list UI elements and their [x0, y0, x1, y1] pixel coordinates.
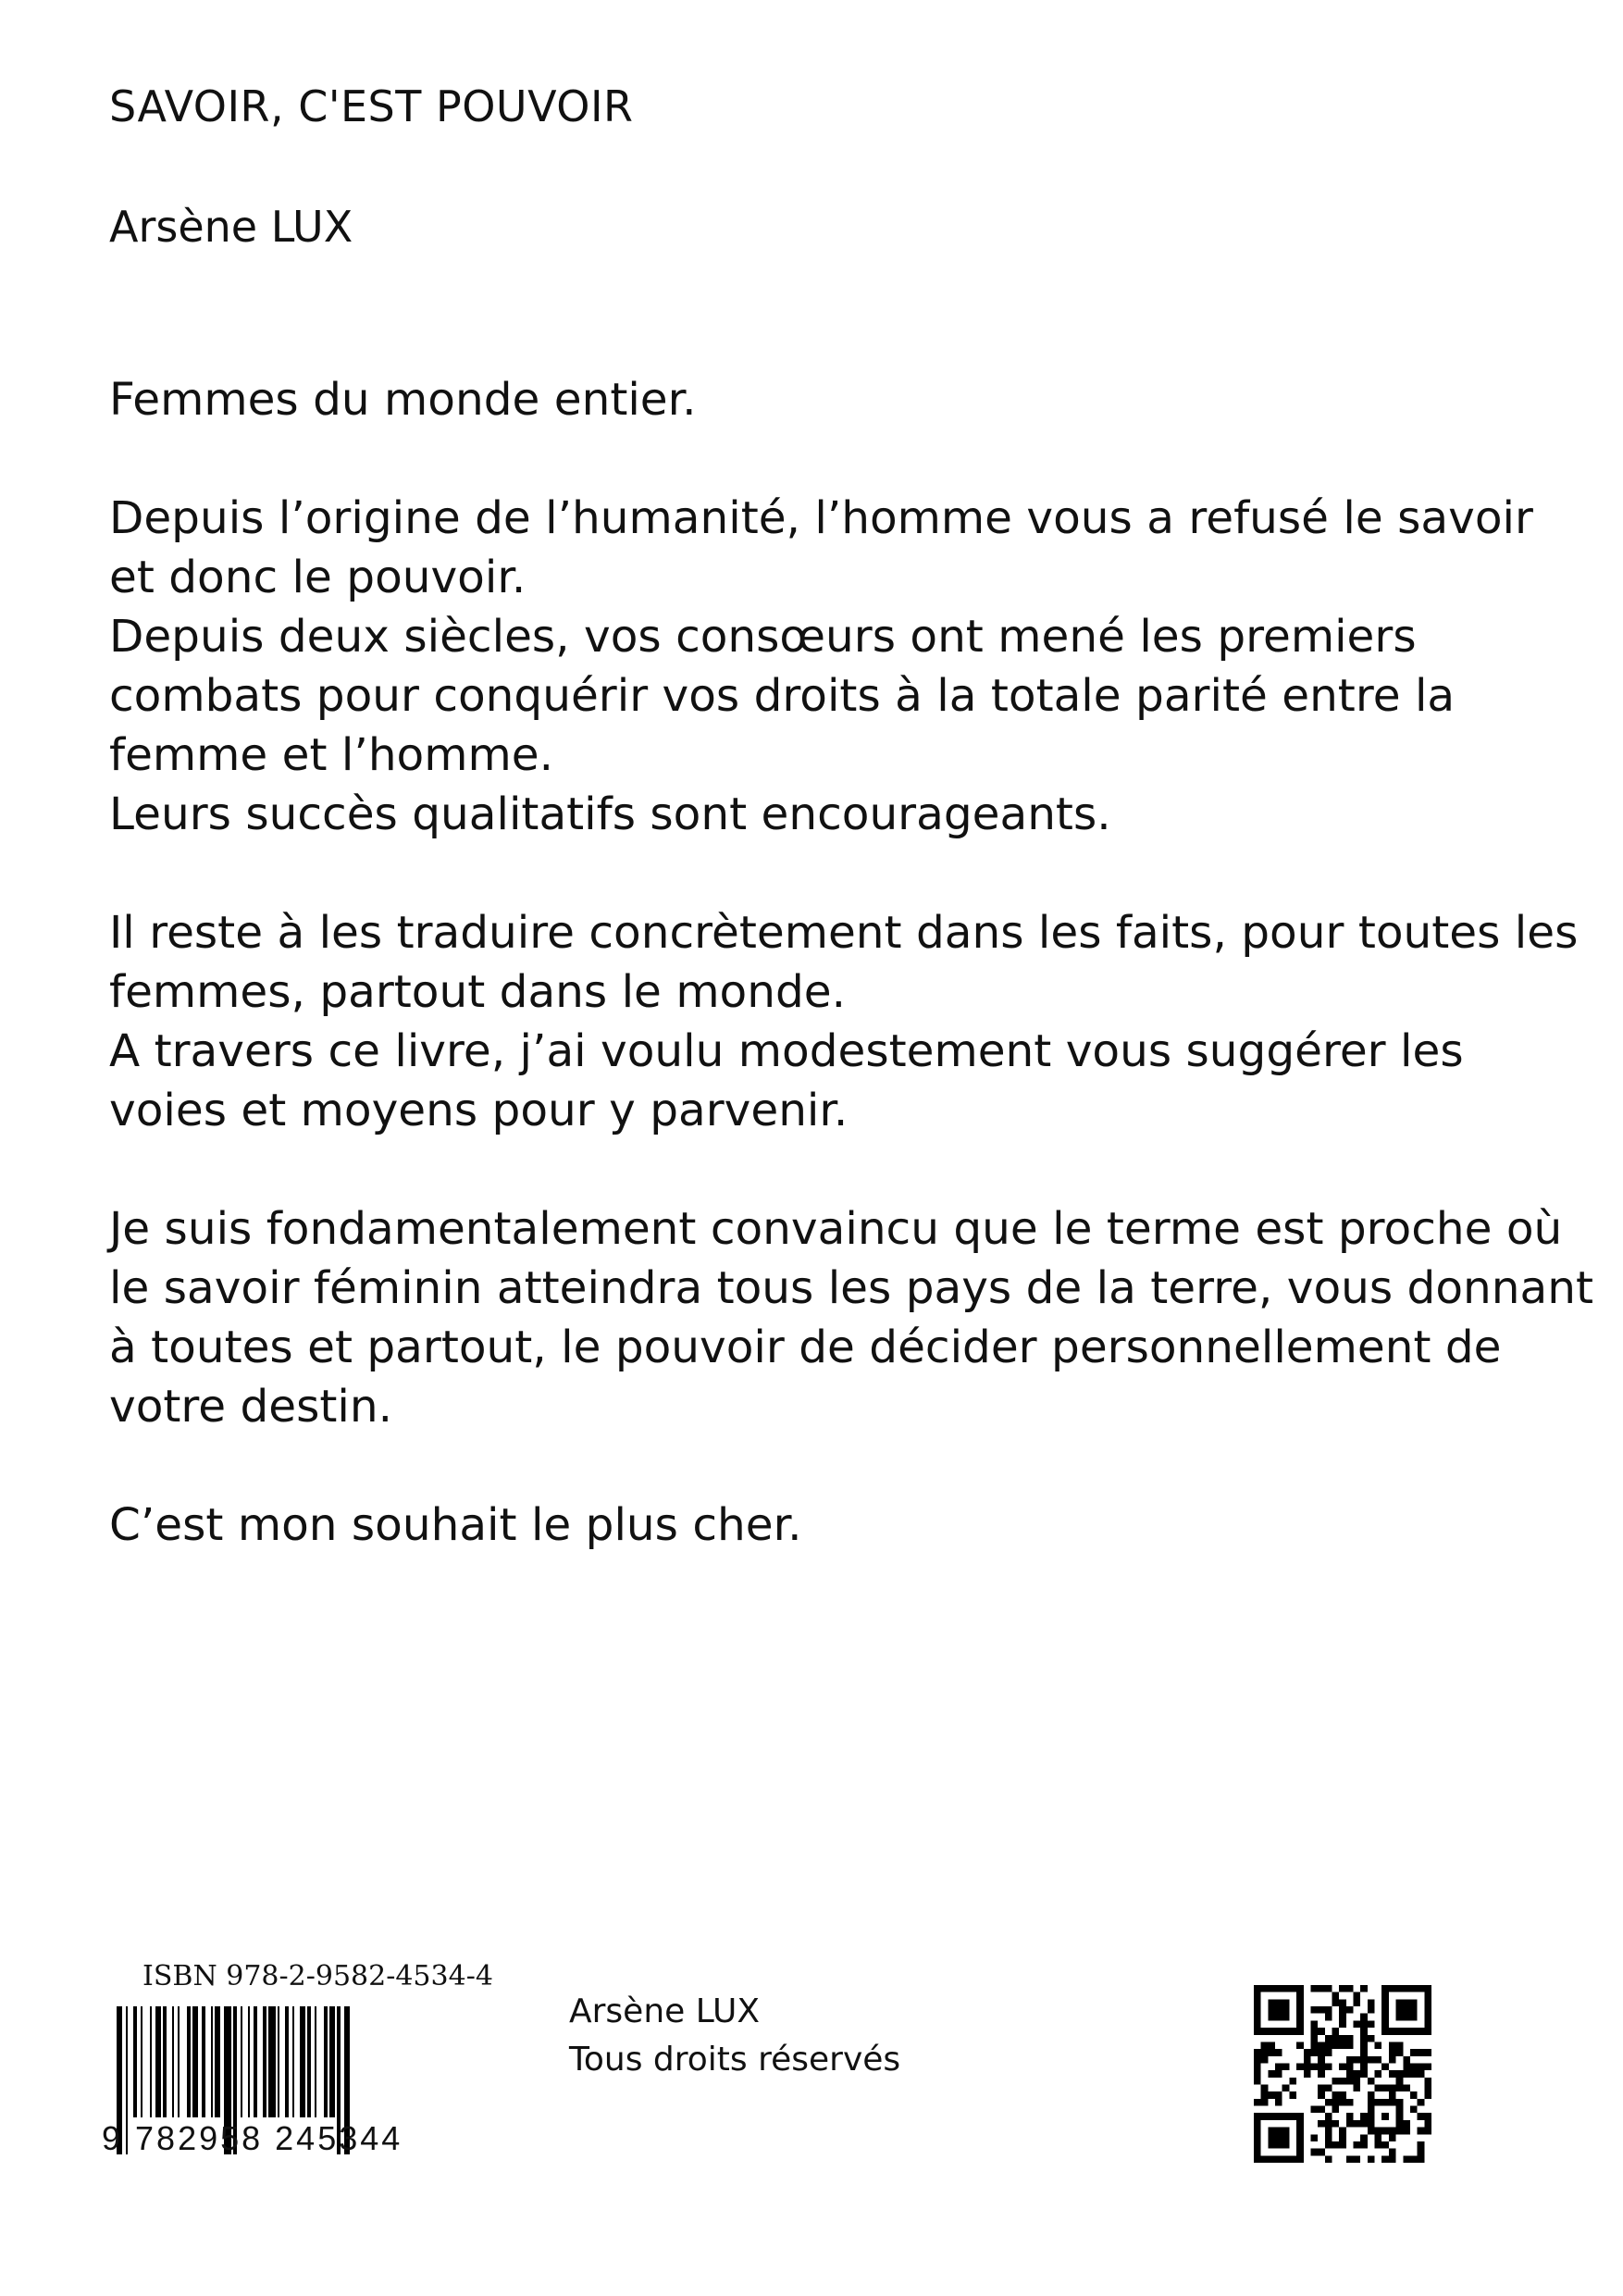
qr-module — [1403, 2085, 1410, 2092]
qr-module — [1346, 2113, 1354, 2120]
qr-module — [1368, 2078, 1375, 2085]
qr-module — [1403, 2070, 1410, 2078]
qr-module — [1254, 2056, 1261, 2064]
qr-module — [1332, 2120, 1339, 2128]
qr-module — [1368, 2056, 1375, 2064]
qr-module — [1389, 2091, 1396, 2099]
qr-module — [1389, 2070, 1396, 2078]
qr-module — [1396, 2085, 1404, 2092]
barcode-bar — [172, 2006, 174, 2117]
qr-module — [1346, 2006, 1354, 2014]
qr-module — [1310, 2028, 1318, 2035]
qr-module — [1410, 2155, 1418, 2163]
qr-module — [1318, 2006, 1325, 2014]
qr-module — [1360, 2113, 1368, 2120]
qr-module — [1346, 2070, 1354, 2078]
qr-module — [1396, 2078, 1404, 2085]
qr-module — [1375, 2141, 1382, 2149]
qr-module — [1418, 2099, 1425, 2106]
qr-module — [1261, 2049, 1269, 2056]
qr-module — [1325, 2099, 1332, 2106]
qr-module — [1325, 2085, 1332, 2092]
back-cover-text — [109, 370, 1593, 1614]
qr-module — [1424, 2063, 1431, 2070]
qr-module — [1282, 2085, 1290, 2092]
qr-module — [1354, 2155, 1361, 2163]
qr-module — [1396, 2070, 1404, 2078]
rights-notice: Tous droits réservés — [569, 2041, 901, 2079]
qr-module — [1275, 2063, 1282, 2070]
qr-module — [1346, 2063, 1354, 2070]
text-line: voies et moyens pour y parvenir. — [109, 1085, 849, 1136]
barcode-bar — [307, 2006, 311, 2117]
qr-module — [1368, 2020, 1375, 2028]
qr-module — [1325, 2063, 1332, 2070]
qr-module — [1418, 2155, 1425, 2163]
barcode-bar — [178, 2006, 180, 2117]
qr-module — [1332, 1999, 1339, 2006]
qr-module — [1332, 2078, 1339, 2085]
barcode-bar — [133, 2006, 137, 2117]
qr-module — [1332, 2028, 1339, 2035]
qr-module — [1310, 2134, 1318, 2141]
qr-module — [1418, 2113, 1425, 2120]
barcode-bar — [187, 2006, 191, 2117]
qr-module — [1339, 2020, 1346, 2028]
qr-module — [1424, 2085, 1431, 2092]
qr-module — [1375, 2056, 1382, 2064]
qr-module — [1381, 2063, 1389, 2070]
text-line: Depuis l’origine de l’humanité, l’homme vous a refusé le savoir — [109, 492, 1533, 544]
qr-module — [1318, 2085, 1325, 2092]
qr-module — [1403, 2128, 1410, 2135]
barcode-bar — [300, 2006, 305, 2117]
qr-module — [1325, 2006, 1332, 2014]
qr-module — [1346, 2042, 1354, 2049]
qr-module — [1354, 2085, 1361, 2092]
qr-module — [1275, 2049, 1282, 2056]
qr-module — [1261, 2042, 1269, 2049]
qr-module — [1310, 2063, 1318, 2070]
qr-module — [1332, 2106, 1339, 2114]
qr-module — [1403, 2155, 1410, 2163]
qr-module — [1360, 2035, 1368, 2042]
qr-module — [1354, 1992, 1361, 2000]
qr-module — [1381, 2141, 1389, 2149]
qr-module — [1360, 2014, 1368, 2021]
qr-module — [1396, 1999, 1418, 2020]
qr-module — [1368, 2091, 1375, 2099]
qr-module — [1360, 2056, 1368, 2064]
qr-module — [1346, 1985, 1354, 1992]
qr-module — [1275, 2099, 1282, 2106]
qr-module — [1418, 2149, 1425, 2156]
paragraph-1 — [109, 370, 1571, 429]
barcode-bar — [141, 2006, 142, 2117]
qr-module — [1418, 2063, 1425, 2070]
qr-module — [1268, 2070, 1275, 2078]
qr-module — [1282, 2063, 1290, 2070]
qr-module — [1318, 2049, 1325, 2056]
qr-module — [1268, 2049, 1275, 2056]
qr-module — [1418, 2141, 1425, 2149]
qr-module — [1325, 2120, 1332, 2128]
qr-module — [1360, 1985, 1368, 1992]
qr-module — [1254, 2070, 1261, 2078]
qr-module — [1289, 2091, 1296, 2099]
qr-module — [1325, 2128, 1332, 2135]
publisher-block — [569, 1988, 900, 2084]
text-line: Leurs succès qualitatifs sont encourageants. — [109, 788, 1111, 840]
qr-module — [1332, 2091, 1339, 2099]
qr-module — [1346, 2035, 1354, 2042]
qr-module — [1254, 2049, 1261, 2056]
qr-module — [1424, 2091, 1431, 2099]
qr-module — [1310, 2006, 1318, 2014]
qr-module — [1360, 2020, 1368, 2028]
qr-module — [1396, 2049, 1404, 2056]
barcode-bar — [155, 2006, 161, 2117]
qr-module — [1310, 2042, 1318, 2049]
qr-module — [1310, 2106, 1318, 2114]
barcode-bar — [192, 2006, 198, 2117]
text-line: C’est mon souhait le plus cher. — [109, 1499, 802, 1551]
qr-module — [1318, 1985, 1325, 1992]
qr-module — [1318, 2091, 1325, 2099]
qr-module — [1318, 2106, 1325, 2114]
qr-module — [1354, 2056, 1361, 2064]
qr-module — [1289, 2078, 1296, 2085]
qr-module — [1318, 2028, 1325, 2035]
barcode-bar — [211, 2006, 213, 2117]
qr-module — [1339, 2014, 1346, 2021]
barcode-bar — [285, 2006, 289, 2117]
barcode-bar — [278, 2006, 279, 2117]
text-line: Je suis fondamentalement convaincu que le terme est proche où — [109, 1203, 1563, 1255]
qr-module — [1389, 2056, 1396, 2064]
qr-module — [1389, 2049, 1396, 2056]
qr-module — [1368, 1999, 1375, 2006]
qr-module — [1318, 2149, 1325, 2156]
qr-module — [1339, 2042, 1346, 2049]
qr-module — [1360, 2028, 1368, 2035]
text-line: votre destin. — [109, 1381, 393, 1433]
barcode-digits: 9 782958 245344 — [102, 2119, 403, 2157]
qr-module — [1389, 2134, 1396, 2141]
qr-module — [1325, 2134, 1332, 2141]
qr-module — [1354, 2141, 1361, 2149]
paragraph-3 — [109, 903, 1579, 1140]
qr-module — [1318, 2120, 1325, 2128]
text-line: le savoir féminin atteindra tous les pays de la terre, vous donnant — [109, 1262, 1593, 1314]
qr-module — [1354, 2070, 1361, 2078]
qr-module — [1346, 2056, 1354, 2064]
qr-module — [1339, 2141, 1346, 2149]
qr-module — [1268, 2042, 1275, 2049]
qr-module — [1339, 2091, 1346, 2099]
qr-module — [1339, 2078, 1346, 2085]
text-line: femme et l’homme. — [109, 729, 553, 781]
qr-module — [1381, 2155, 1389, 2163]
author-name: Arsène LUX — [109, 202, 353, 252]
qr-module — [1339, 2134, 1346, 2141]
qr-module — [1325, 2141, 1332, 2149]
qr-module — [1418, 2128, 1425, 2135]
qr-module — [1318, 2070, 1325, 2078]
qr-module — [1296, 2063, 1304, 2070]
paragraph-5 — [109, 1496, 1571, 1555]
qr-module — [1261, 2099, 1269, 2106]
text-line: combats pour conquérir vos droits à la totale parité entre la — [109, 670, 1456, 722]
qr-module — [1268, 2128, 1289, 2149]
qr-module — [1403, 2120, 1410, 2128]
barcode-bar — [241, 2006, 242, 2117]
qr-module — [1339, 2063, 1346, 2070]
qr-module — [1424, 2078, 1431, 2085]
qr-module — [1354, 2078, 1361, 2085]
barcode-bar — [292, 2006, 294, 2117]
qr-module — [1304, 2056, 1311, 2064]
qr-module — [1325, 2155, 1332, 2163]
qr-module — [1360, 2134, 1368, 2141]
qr-module — [1368, 2155, 1375, 2163]
publisher-name: Arsène LUX — [569, 1992, 761, 2030]
qr-module — [1332, 2042, 1339, 2049]
qr-module — [1261, 2056, 1269, 2064]
qr-module — [1318, 2063, 1325, 2070]
qr-module — [1410, 2063, 1418, 2070]
qr-module — [1354, 1999, 1361, 2006]
qr-module — [1304, 2049, 1311, 2056]
qr-module — [1310, 2149, 1318, 2156]
barcode-bar — [150, 2006, 152, 2117]
qr-module — [1360, 2063, 1368, 2070]
qr-module — [1396, 2042, 1404, 2049]
barcode-bar — [202, 2006, 205, 2117]
qr-module — [1375, 2070, 1382, 2078]
barcode-bar — [254, 2006, 257, 2117]
qr-module — [1389, 2155, 1396, 2163]
qr-module — [1346, 2155, 1354, 2163]
qr-module — [1332, 2141, 1339, 2149]
qr-module — [1261, 2085, 1269, 2092]
qr-module — [1346, 2120, 1354, 2128]
barcode-bar — [163, 2006, 167, 2117]
qr-module — [1389, 2149, 1396, 2156]
qr-module — [1325, 1985, 1332, 1992]
qr-module — [1424, 2120, 1431, 2128]
qr-module — [1410, 2049, 1418, 2056]
text-line: Femmes du monde entier. — [109, 374, 697, 426]
qr-module — [1339, 1985, 1346, 1992]
qr-module — [1296, 2042, 1304, 2049]
qr-module — [1375, 2085, 1382, 2092]
text-line: et donc le pouvoir. — [109, 552, 527, 603]
qr-module — [1254, 2099, 1261, 2106]
paragraph-2 — [109, 489, 1571, 844]
qr-module — [1410, 2091, 1418, 2099]
qr-module — [1410, 2106, 1418, 2114]
qr-module — [1275, 2070, 1282, 2078]
qr-module — [1325, 2049, 1332, 2056]
qr-module — [1310, 2049, 1318, 2056]
text-line: A travers ce livre, j’ai voulu modestement vous suggérer les — [109, 1025, 1464, 1077]
qr-module — [1304, 2063, 1311, 2070]
qr-module — [1368, 2006, 1375, 2014]
qr-module — [1354, 2020, 1361, 2028]
barcode-bar — [329, 2006, 335, 2117]
text-line: à toutes et partout, le pouvoir de décider personnellement de — [109, 1322, 1502, 1373]
barcode-bar — [248, 2006, 250, 2117]
barcode-bar — [263, 2006, 266, 2117]
qr-module — [1268, 1999, 1289, 2020]
barcode-bar — [315, 2006, 316, 2117]
paragraph-4 — [109, 1199, 1593, 1436]
qr-module — [1318, 2042, 1325, 2049]
qr-module — [1339, 2128, 1346, 2135]
qr-module — [1304, 2070, 1311, 2078]
qr-module — [1424, 2128, 1431, 2135]
qr-module — [1375, 2134, 1382, 2141]
qr-module — [1403, 2056, 1410, 2064]
qr-module — [1268, 2091, 1275, 2099]
qr-module — [1346, 2078, 1354, 2085]
qr-module — [1332, 2035, 1339, 2042]
book-title: SAVOIR, C'EST POUVOIR — [109, 81, 634, 131]
qr-module — [1275, 2091, 1282, 2099]
qr-module — [1339, 2006, 1346, 2014]
qr-module — [1368, 2035, 1375, 2042]
qr-module — [1332, 2099, 1339, 2106]
qr-module — [1424, 2049, 1431, 2056]
qr-module — [1381, 2113, 1389, 2120]
qr-module — [1254, 2063, 1261, 2070]
qr-module — [1339, 2099, 1346, 2106]
qr-module — [1360, 2042, 1368, 2049]
qr-code — [1254, 1985, 1431, 2163]
qr-module — [1310, 1985, 1318, 1992]
qr-module — [1254, 2078, 1261, 2085]
qr-module — [1418, 2070, 1425, 2078]
qr-module — [1310, 2020, 1318, 2028]
qr-module — [1418, 2049, 1425, 2056]
qr-module — [1325, 2113, 1332, 2120]
text-line: Depuis deux siècles, vos consœurs ont mené les premiers — [109, 611, 1417, 663]
qr-module — [1325, 2014, 1332, 2021]
qr-module — [1346, 2099, 1354, 2106]
qr-module — [1261, 2091, 1269, 2099]
qr-module — [1332, 1992, 1339, 2000]
qr-module — [1339, 2035, 1346, 2042]
qr-module — [1389, 2042, 1396, 2049]
qr-module — [1325, 2042, 1332, 2049]
qr-module — [1360, 2070, 1368, 2078]
qr-module — [1360, 2049, 1368, 2056]
qr-module — [1381, 2085, 1389, 2092]
qr-module — [1310, 2035, 1318, 2042]
qr-module — [1389, 2085, 1396, 2092]
qr-module — [1360, 2120, 1368, 2128]
barcode-bar — [324, 2006, 328, 2117]
qr-module — [1339, 1999, 1346, 2006]
qr-module — [1375, 2042, 1382, 2049]
barcode-bar — [215, 2006, 220, 2117]
qr-module — [1410, 2070, 1418, 2078]
barcode-bar — [268, 2006, 276, 2117]
qr-module — [1403, 2063, 1410, 2070]
isbn-label: ISBN 978-2-9582-4534-4 — [142, 1960, 493, 1992]
text-line: Il reste à les traduire concrètement dans les faits, pour toutes les — [109, 907, 1579, 959]
qr-module — [1424, 2113, 1431, 2120]
qr-module — [1318, 2056, 1325, 2064]
qr-module — [1354, 2120, 1361, 2128]
text-line: femmes, partout dans le monde. — [109, 966, 847, 1018]
qr-module — [1360, 2141, 1368, 2149]
qr-module — [1325, 2035, 1332, 2042]
